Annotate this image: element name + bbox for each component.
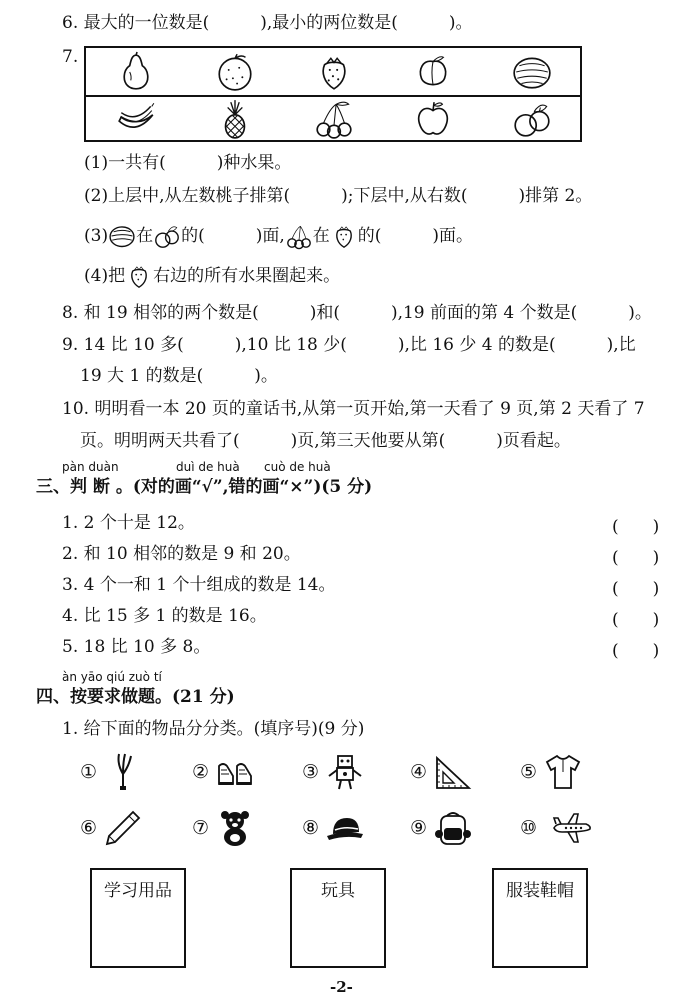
item-9-number: ⑨	[410, 817, 428, 839]
mixed-fruit-icon	[482, 95, 581, 142]
question-7-3	[84, 222, 473, 250]
item-7	[192, 808, 255, 848]
section-3-title: 三、判 断 。(对的画“√”,错的画“×”)(5 分)	[36, 477, 373, 497]
item-7-number: ⑦	[192, 817, 210, 839]
apple-icon	[383, 95, 482, 142]
category-box-school-supplies[interactable]	[90, 868, 186, 968]
page-number: -2-	[330, 978, 353, 996]
item-4-number: ④	[410, 761, 428, 783]
sneakers-icon	[215, 752, 255, 792]
strawberry-icon	[284, 48, 383, 95]
judge-answer-5[interactable]: ( )	[612, 641, 660, 661]
pinyin-dui-de-hua: duì de huà	[176, 460, 240, 474]
judge-item-5: 5. 18 比 10 多 8。	[62, 637, 211, 657]
judge-answer-2[interactable]: ( )	[612, 548, 660, 568]
item-1-number: ①	[80, 761, 98, 783]
item-4	[410, 752, 473, 792]
question-10-line-1: 10. 明明看一本 20 页的童话书,从第一页开始,第一天看了 9 页,第 2 天看了 7	[62, 399, 645, 419]
item-9	[410, 808, 473, 848]
cherry-icon	[285, 222, 313, 250]
watermelon-icon	[482, 48, 581, 95]
fruit-row-top	[86, 48, 580, 97]
judge-item-4: 4. 比 15 多 1 的数是 16。	[62, 606, 267, 626]
section-4-title: 四、按要求做题。(21 分)	[36, 687, 235, 707]
item-1	[80, 752, 143, 792]
q7-4-text: 右边的所有水果圈起来。	[153, 266, 341, 286]
item-6	[80, 808, 143, 848]
item-6-number: ⑥	[80, 817, 98, 839]
teddy-bear-icon	[215, 808, 255, 848]
pinyin-an-yao-qiu-zuo-ti: àn yāo qiú zuò tí	[62, 670, 162, 684]
q7-3-label: (3)	[84, 226, 109, 246]
item-8-number: ⑧	[302, 817, 320, 839]
pencil-icon	[103, 808, 143, 848]
category-label-school-supplies: 学习用品	[104, 881, 172, 901]
item-3	[302, 752, 365, 792]
category-box-toys[interactable]	[290, 868, 386, 968]
cherry-icon	[284, 95, 383, 142]
item-3-number: ③	[302, 761, 320, 783]
pear-icon	[86, 48, 185, 95]
question-8: 8. 和 19 相邻的两个数是( )和( ),19 前面的第 4 个数是( )。	[62, 303, 652, 323]
section-4-question-1: 1. 给下面的物品分分类。(填序号)(9 分)	[62, 719, 365, 739]
judge-answer-1[interactable]: ( )	[612, 517, 660, 537]
question-10-line-2: 页。明明两天共看了( )页,第三天他要从第( )页看起。	[80, 431, 571, 451]
judge-answer-3[interactable]: ( )	[612, 579, 660, 599]
category-label-clothing: 服装鞋帽	[506, 881, 574, 901]
q7-3-text-3: 在	[312, 226, 330, 246]
question-7-2: (2)上层中,从左数桃子排第( );下层中,从右数( )排第 2。	[84, 186, 593, 206]
judge-item-2: 2. 和 10 相邻的数是 9 和 20。	[62, 544, 301, 564]
hat-icon	[325, 808, 365, 848]
question-7-number: 7.	[62, 47, 79, 67]
strawberry-icon	[125, 262, 153, 290]
item-2-number: ②	[192, 761, 210, 783]
strawberry-icon	[330, 222, 358, 250]
category-box-clothing[interactable]	[492, 868, 588, 968]
question-9-line-1: 9. 14 比 10 多( ),10 比 18 少( ),比 16 少 4 的数是( ),比	[62, 335, 636, 355]
judge-item-3: 3. 4 个一和 1 个十组成的数是 14。	[62, 575, 336, 595]
orange-icon	[185, 48, 284, 95]
item-8	[302, 808, 365, 848]
pinyin-cuo-de-hua: cuò de huà	[264, 460, 331, 474]
question-6: 6. 最大的一位数是( ),最小的两位数是( )。	[62, 13, 473, 33]
question-9-line-2: 19 大 1 的数是( )。	[80, 366, 278, 386]
item-2	[192, 752, 255, 792]
item-10	[520, 808, 601, 848]
mixed-fruit-icon	[153, 222, 181, 250]
backpack-icon	[433, 808, 473, 848]
pinyin-pan-duan: pàn duàn	[62, 460, 119, 474]
q7-3-text-1: 在	[136, 226, 154, 246]
q7-3-text-4: 的( )面。	[357, 226, 474, 246]
banana-icon	[86, 95, 185, 142]
triangle-ruler-icon	[433, 752, 473, 792]
robot-toy-icon	[325, 752, 365, 792]
category-label-toys: 玩具	[321, 881, 355, 901]
peach-icon	[383, 48, 482, 95]
judge-item-1: 1. 2 个十是 12。	[62, 513, 195, 533]
q7-3-text-2: 的( )面,	[181, 226, 285, 246]
airplane-toy-icon	[543, 808, 601, 848]
fruit-table	[84, 46, 582, 142]
q7-4-label: (4)把	[84, 266, 126, 286]
tshirt-icon	[543, 752, 583, 792]
question-7-1: (1)一共有( )种水果。	[84, 153, 292, 173]
pineapple-icon	[185, 95, 284, 142]
watermelon-icon	[108, 222, 136, 250]
item-10-number: ⑩	[520, 817, 538, 839]
brush-icon	[103, 752, 143, 792]
item-5-number: ⑤	[520, 761, 538, 783]
judge-answer-4[interactable]: ( )	[612, 610, 660, 630]
fruit-row-bottom	[86, 95, 580, 142]
item-5	[520, 752, 583, 792]
question-7-4	[84, 262, 340, 290]
